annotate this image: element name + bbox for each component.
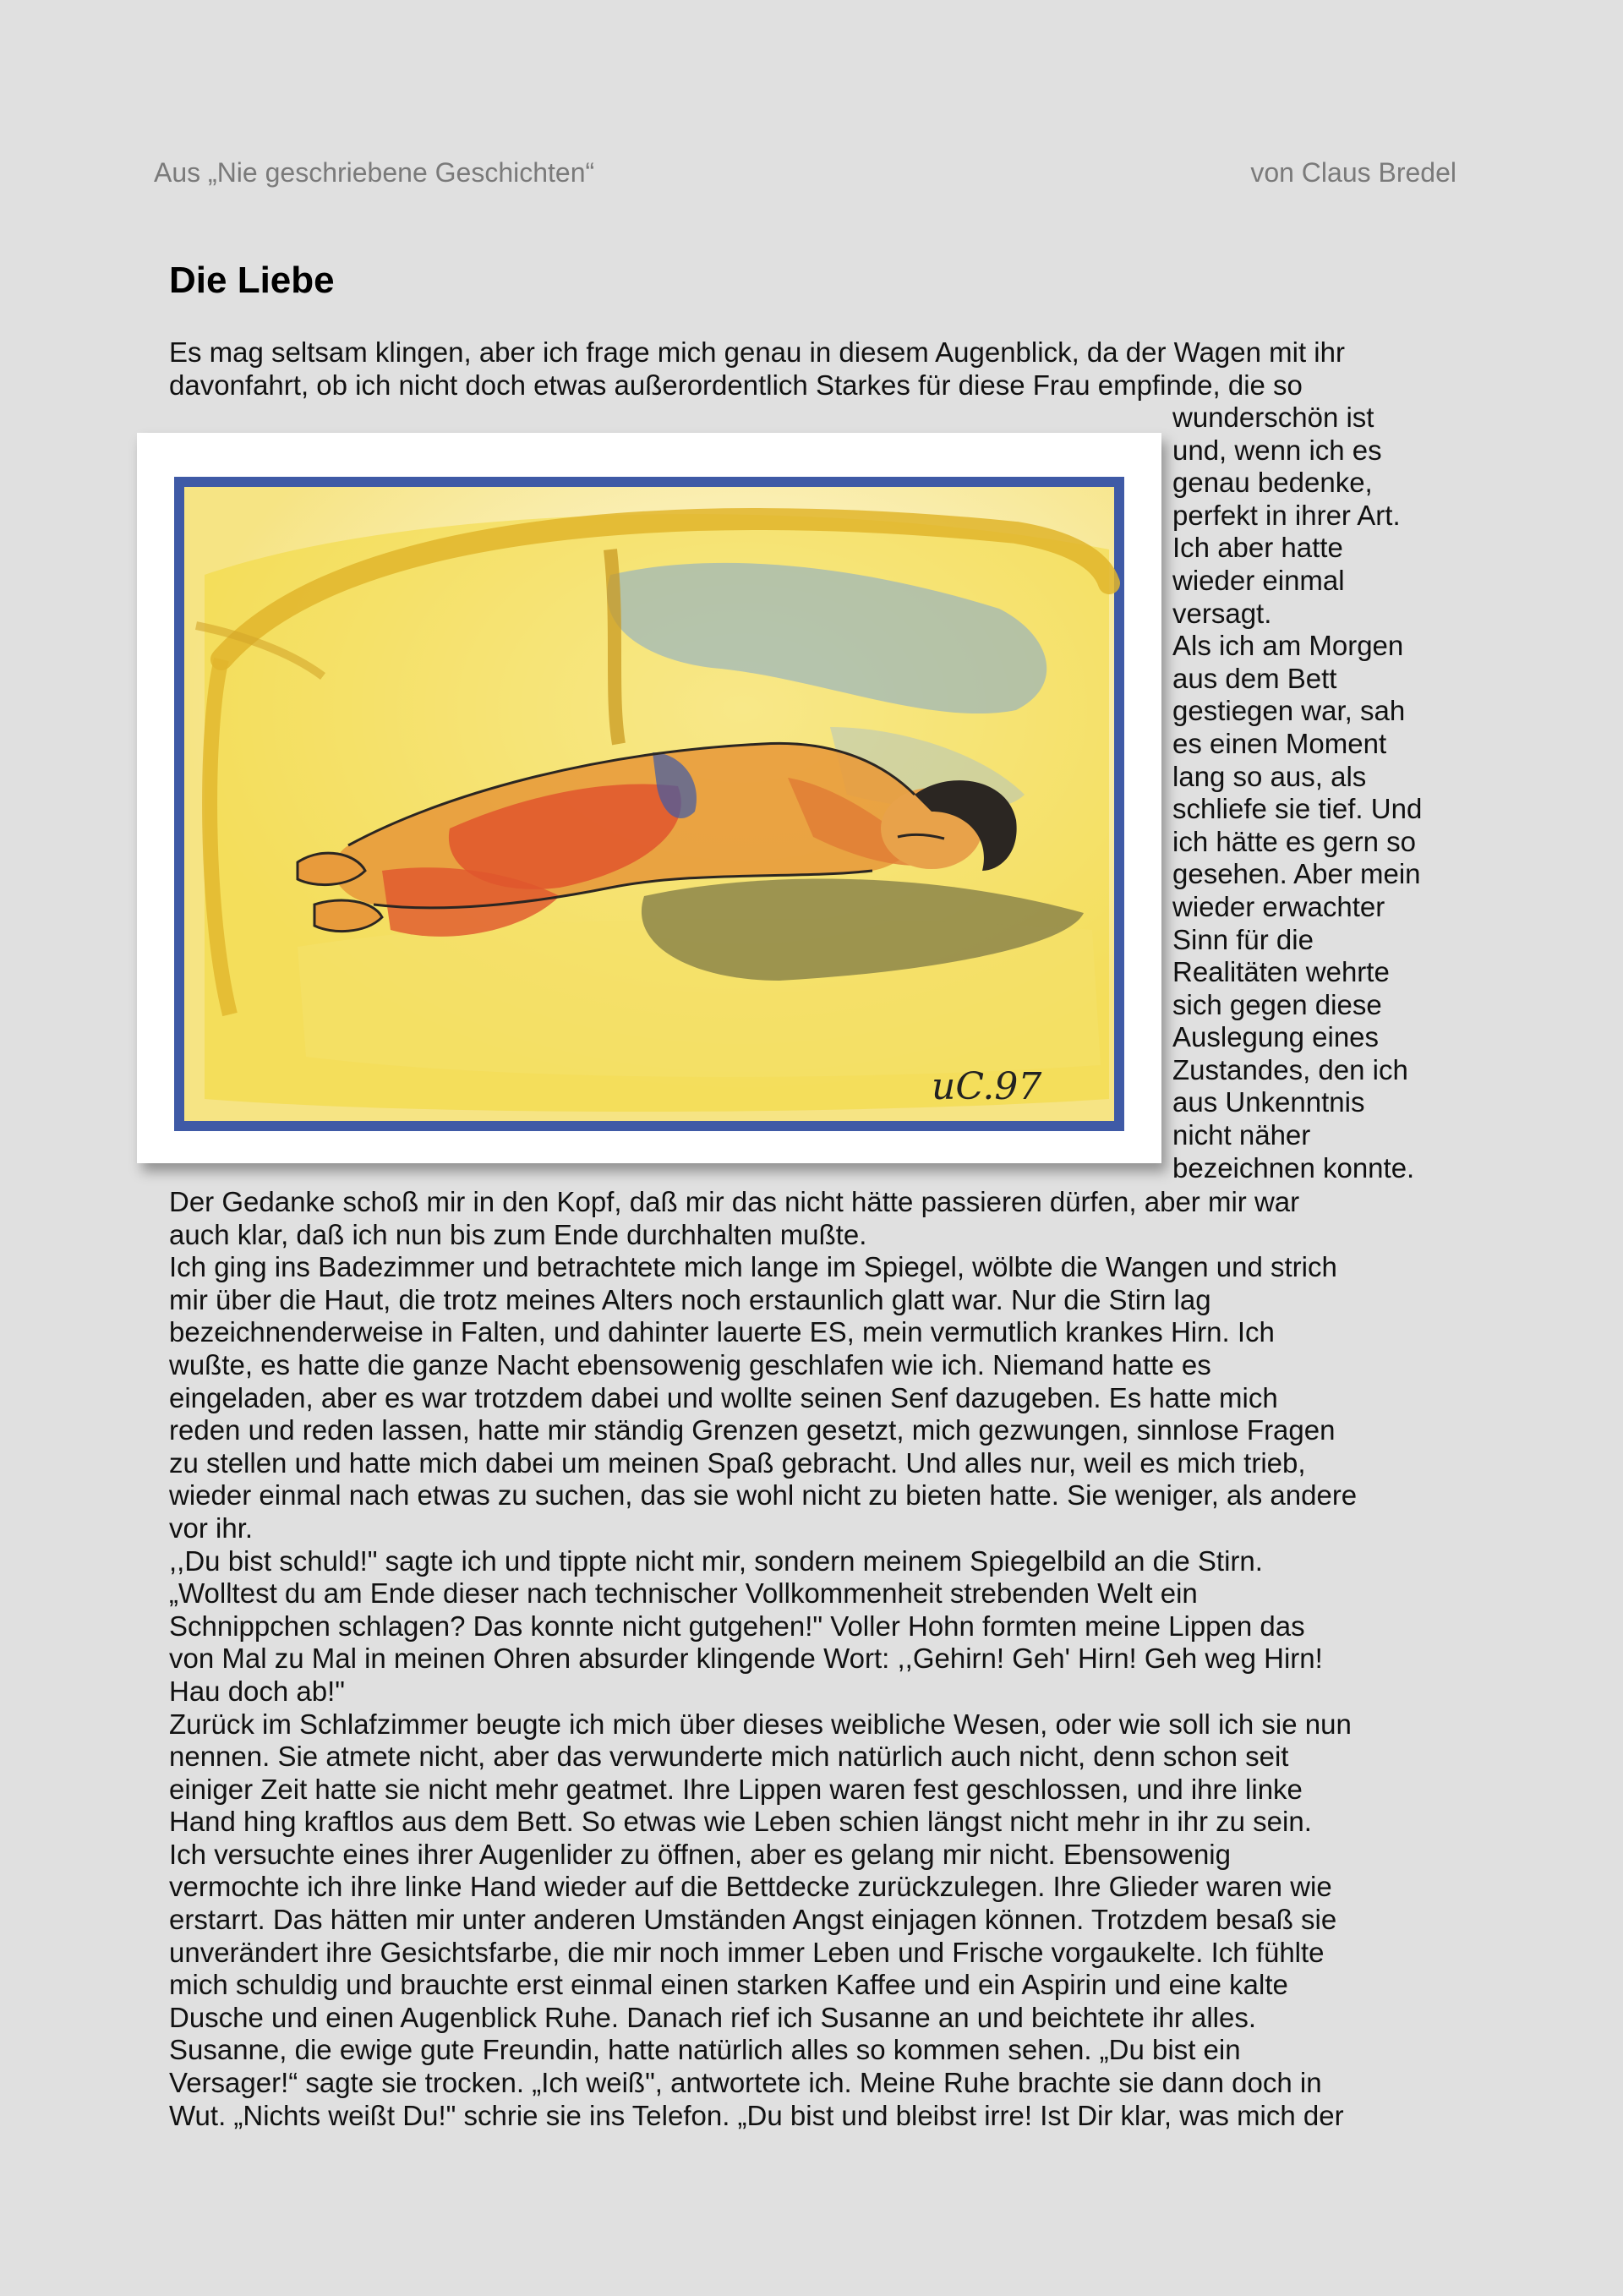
text-line: reden und reden lassen, hatte mir ständig Grenzen gesetzt, mich gezwungen, sinnlose Fragen	[169, 1414, 1336, 1446]
text-line: davonfahrt, ob ich nicht doch etwas außerordentlich Starkes für diese Frau empfinde, die so	[169, 369, 1303, 401]
text-line: Ich aber hatte	[1172, 532, 1343, 564]
text-line: schliefe sie tief. Und	[1172, 793, 1423, 825]
illustration-card	[137, 433, 1161, 1163]
text-line: Zurück im Schlafzimmer beugte ich mich über dieses weibliche Wesen, oder wie soll ich sie nun	[169, 1708, 1352, 1740]
text-line: „Wolltest du am Ende dieser nach technischer Vollkommenheit strebenden Welt ein	[169, 1577, 1198, 1610]
text-line: mir über die Haut, die trotz meines Alters noch erstaunlich glatt war. Nur die Stirn lag	[169, 1283, 1211, 1315]
text-line: ,,Du bist schuld!" sagte ich und tippte nicht mir, sondern meinem Spiegelbild an die Stirn.	[169, 1544, 1263, 1577]
text-line: Der Gedanke schoß mir in den Kopf, daß mir das nicht hätte passieren dürfen, aber mir war	[169, 1186, 1300, 1217]
text-line: Dusche und einen Augenblick Ruhe. Danach rief ich Susanne an und beichtete ihr alles.	[169, 2001, 1257, 2033]
text-line: Wut. „Nichts weißt Du!" schrie sie ins Telefon. „Du bist und bleibst irre! Ist Dir klar, was mich der	[169, 2099, 1344, 2131]
sleeping-figure-painting	[171, 473, 1128, 1134]
text-line: wieder einmal nach etwas zu suchen, das sie wohl nicht zu bieten hatte. Sie weniger, als andere	[169, 1479, 1358, 1512]
page-header-left: Aus „Nie geschriebene Geschichten“	[154, 157, 595, 188]
text-line: vor ihr.	[169, 1512, 254, 1544]
text-line: mich schuldig und brauchte erst einmal einen starken Kaffee und ein Aspirin und eine kalte	[169, 1969, 1288, 2001]
text-line: bezeichnenderweise in Falten, und dahinter lauerte ES, mein vermutlich krankes Hirn. Ich	[169, 1316, 1275, 1348]
text-line: Ich ging ins Badezimmer und betrachtete mich lange im Spiegel, wölbte die Wangen und strich	[169, 1251, 1337, 1283]
text-line: versagt.	[1172, 597, 1272, 629]
text-line: Hand hing kraftlos aus dem Bett. So etwas wie Leben schien längst nicht mehr in ihr zu sein.	[169, 1806, 1312, 1838]
text-line: zu stellen und hatte mich dabei um meinen Spaß gebracht. Und alles nur, weil es mich trieb,	[169, 1446, 1306, 1479]
text-line: von Mal zu Mal in meinen Ohren absurder klingende Wort: ,,Gehirn! Geh' Hirn! Geh weg Hirn!	[169, 1643, 1323, 1675]
text-line: ich hätte es gern so	[1172, 825, 1417, 857]
body-text	[169, 1186, 1458, 2132]
text-line: gesehen. Aber mein	[1172, 858, 1421, 890]
page-header-right: von Claus Bredel	[1250, 157, 1456, 188]
side-column-text	[1172, 402, 1460, 1184]
text-line: genau bedenke,	[1172, 467, 1373, 499]
text-line: gestiegen war, sah	[1172, 695, 1406, 727]
text-line: sich gegen diese	[1172, 988, 1382, 1020]
story-title: Die Liebe	[169, 260, 335, 301]
text-line: Susanne, die ewige gute Freundin, hatte natürlich alles so kommen sehen. „Du bist ein	[169, 2034, 1241, 2066]
intro-paragraph	[169, 336, 1458, 402]
text-line: einiger Zeit hatte sie nicht mehr geatmet. Ihre Lippen waren fest geschlossen, und ihre linke	[169, 1773, 1303, 1805]
text-line: nicht näher	[1172, 1119, 1311, 1151]
text-line: lang so aus, als	[1172, 760, 1367, 792]
text-line: Schnippchen schlagen? Das konnte nicht gutgehen!" Voller Hohn formten meine Lippen das	[169, 1610, 1305, 1642]
text-line: wußte, es hatte die ganze Nacht ebensowenig geschlafen wie ich. Niemand hatte es	[169, 1348, 1211, 1380]
painting-signature: uC.97	[932, 1065, 1042, 1108]
text-line: Ich versuchte eines ihrer Augenlider zu öffnen, aber es gelang mir nicht. Ebensowenig	[169, 1838, 1231, 1870]
text-line: eingeladen, aber es war trotzdem dabei und wollte seinen Senf dazugeben. Es hatte mich	[169, 1381, 1278, 1413]
text-line: Versager!“ sagte sie trocken. „Ich weiß", antwortete ich. Meine Ruhe brachte sie dann doch in	[169, 2067, 1322, 2099]
text-line: nennen. Sie atmete nicht, aber das verwunderte mich natürlich auch nicht, denn schon seit	[169, 1741, 1289, 1773]
text-line: erstarrt. Das hätten mir unter anderen Umständen Angst einjagen können. Trotzdem besaß sie	[169, 1904, 1337, 1936]
text-line: Es mag seltsam klingen, aber ich frage mich genau in diesem Augenblick, da der Wagen mit ihr	[169, 336, 1345, 368]
text-line: Als ich am Morgen	[1172, 630, 1404, 662]
text-line: Sinn für die	[1172, 923, 1314, 955]
text-line: Hau doch ab!"	[169, 1675, 346, 1707]
text-line: bezeichnen konnte.	[1172, 1151, 1415, 1184]
text-line: unverändert ihre Gesichtsfarbe, die mir noch immer Leben und Frische vorgaukelte. Ich fühlte	[169, 1936, 1325, 1968]
text-line: und, wenn ich es	[1172, 434, 1382, 466]
text-line: wieder einmal	[1172, 564, 1345, 596]
text-line: es einen Moment	[1172, 727, 1387, 759]
text-line: wunderschön ist	[1172, 402, 1374, 433]
text-line: aus dem Bett	[1172, 662, 1337, 694]
text-line: perfekt in ihrer Art.	[1172, 499, 1401, 531]
text-line: vermochte ich ihre linke Hand wieder auf die Bettdecke zurückzulegen. Ihre Glieder waren wie	[169, 1871, 1332, 1903]
text-line: Realitäten wehrte	[1172, 956, 1390, 988]
text-line: Auslegung eines	[1172, 1021, 1380, 1053]
text-line: Zustandes, den ich	[1172, 1053, 1408, 1085]
text-line: wieder erwachter	[1172, 890, 1385, 922]
text-line: auch klar, daß ich nun bis zum Ende durchhalten mußte.	[169, 1218, 867, 1250]
text-line: aus Unkenntnis	[1172, 1086, 1365, 1118]
